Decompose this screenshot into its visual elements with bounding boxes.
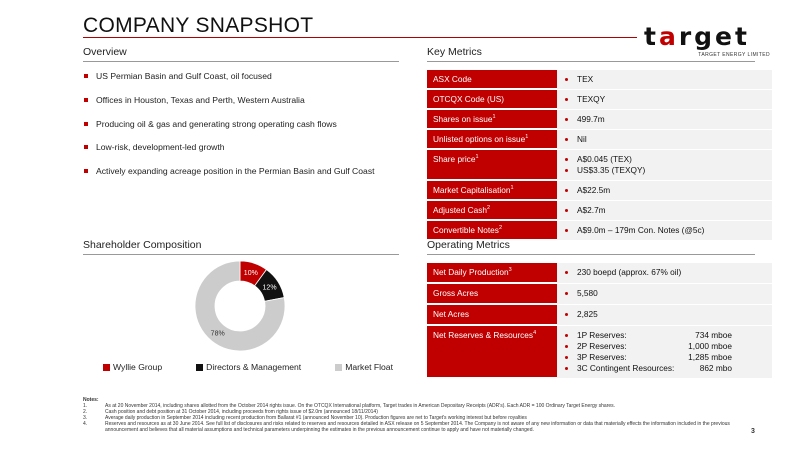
metric-value-cell: [557, 263, 772, 283]
metric-label: Unlisted options on issue: [433, 134, 526, 144]
metric-value-cell: [557, 221, 772, 240]
metric-label: Net Reserves & Resources: [433, 330, 534, 340]
metric-row: [427, 70, 772, 89]
metric-value: A$22.5m: [565, 185, 766, 196]
page-number: 3: [751, 428, 755, 435]
overview-bullet: US Permian Basin and Gulf Coast, oil focused: [84, 71, 404, 82]
metric-label: Adjusted Cash: [433, 205, 487, 215]
overview-bullet: Actively expanding acreage position in the Permian Basin and Gulf Coast: [84, 166, 404, 177]
reserve-label: 3C Contingent Resources:: [577, 363, 675, 373]
reserve-amount: 1,285 mboe: [688, 352, 732, 362]
key-metrics-table: [427, 69, 772, 241]
metric-value: US$3.35 (TEXQY): [565, 165, 766, 176]
metric-label-cell: [427, 90, 557, 109]
metric-value-cell: [557, 305, 772, 325]
metric-value-cell: [557, 284, 772, 304]
metric-label-cell: [427, 221, 557, 240]
legend-label: Market Float: [345, 362, 393, 372]
overview-bullet: Low-risk, development-led growth: [84, 142, 404, 153]
metric-value: TEXQY: [565, 94, 766, 105]
metric-value: Nil: [565, 134, 766, 145]
metric-row: [427, 201, 772, 220]
metric-label-cell: [427, 181, 557, 200]
legend-swatch: [335, 364, 342, 371]
metric-label-cell: [427, 130, 557, 149]
footnote-text: Cash position and debt position at 31 October 2014, including proceeds from rights issue of $2.0m (announced 18/11/2014): [105, 409, 378, 415]
operating-metrics-heading: Operating Metrics: [427, 239, 510, 251]
metric-value-cell: [557, 326, 772, 378]
footnote-text: Reserves and resources as at 30 June 2014. See full list of disclosures and risks related to reserves and resources detailed in ASX release on 5 September 2014. The Company is not aware of any new information or data that materially effects the information included in the previous announcement and believes that all material assumptions and technical parameters underpinning the estimates in the previous announcement continue to apply and have not materially changed.: [105, 421, 730, 433]
reserve-label: 3P Reserves:: [577, 352, 627, 362]
metric-label: Gross Acres: [433, 288, 479, 298]
metric-label-cell: [427, 305, 557, 325]
footnote-ref: 1: [492, 114, 496, 121]
legend-item: [196, 362, 301, 372]
metric-value-cell: [557, 110, 772, 129]
metric-label-cell: [427, 284, 557, 304]
metric-label-cell: [427, 263, 557, 283]
metric-value: [565, 352, 766, 363]
metric-row: [427, 150, 772, 180]
metric-value: 2,825: [565, 309, 766, 320]
footnote-ref: 1: [525, 134, 529, 141]
footnotes: [83, 397, 753, 433]
metric-value-cell: [557, 201, 772, 220]
reserve-amount: 734 mboe: [695, 330, 732, 340]
metric-label: ASX Code: [433, 74, 472, 84]
overview-heading: Overview: [83, 46, 127, 58]
footnote-ref: 3: [508, 267, 512, 274]
metric-row: [427, 130, 772, 149]
metric-row: [427, 221, 772, 240]
metric-value-cell: [557, 90, 772, 109]
metric-value: A$0.045 (TEX): [565, 154, 766, 165]
metric-label: Market Capitalisation: [433, 185, 511, 195]
footnote-number: 3.: [83, 415, 88, 421]
metric-label: Net Acres: [433, 309, 469, 319]
footnote-ref: 2: [486, 205, 491, 212]
reserve-label: 2P Reserves:: [577, 341, 627, 351]
donut-slice-label: 78%: [210, 330, 225, 338]
metric-value: TEX: [565, 74, 766, 85]
overview-bullet-list: [84, 71, 404, 190]
metric-value: 5,580: [565, 288, 766, 299]
metric-value-cell: [557, 150, 772, 180]
footnote-number: 4.: [83, 421, 88, 427]
metric-label-cell: [427, 70, 557, 89]
metric-value: 499.7m: [565, 114, 766, 125]
metric-row: [427, 90, 772, 109]
key-metrics-heading: Key Metrics: [427, 46, 482, 58]
footnote-number: 1.: [83, 403, 88, 409]
metric-value: 230 boepd (approx. 67% oil): [565, 267, 766, 278]
metric-value: [565, 363, 766, 374]
metric-value-cell: [557, 70, 772, 89]
footnote-number: 2.: [83, 409, 88, 415]
footnote-ref: 1: [475, 154, 479, 161]
reserve-label: 1P Reserves:: [577, 330, 627, 340]
metric-label-cell: [427, 201, 557, 220]
notes-heading: Notes:: [83, 397, 99, 403]
footnote-text: Average daily production in September 2014 including recent production from Ballarat #1 (announced November 10). Production figures are net to Target's working interest but before royalties: [105, 415, 527, 421]
shareholder-heading: Shareholder Composition: [83, 239, 202, 251]
footnote-ref: 2: [498, 225, 503, 232]
shareholder-divider: [83, 254, 399, 255]
footnote-text: As at 20 November 2014, including shares allotted from the October 2014 rights issue. On the OTCQX International platform, Target trades in American Depositary Receipts (ADR's). Each ADR = 100 Ordinary Target Energy shares.: [105, 403, 616, 409]
legend-label: Wyllie Group: [113, 362, 163, 372]
metric-label: Convertible Notes: [433, 225, 499, 235]
legend-swatch: [103, 364, 110, 371]
legend-item: [103, 362, 162, 372]
operating-metrics-table: [427, 262, 772, 379]
metric-value: A$9.0m – 179m Con. Notes (@5c): [565, 225, 766, 236]
logo-subtitle: TARGET ENERGY LIMITED: [698, 52, 770, 58]
key-metrics-divider: [427, 61, 755, 62]
metric-value-cell: [557, 181, 772, 200]
donut-slice-label: 12%: [262, 284, 277, 292]
metric-row: [427, 305, 772, 325]
metric-row: [427, 326, 772, 378]
footnote-ref: 4: [533, 330, 537, 337]
company-logo: [644, 24, 770, 64]
overview-divider: [83, 61, 399, 62]
reserve-amount: 1,000 mboe: [688, 341, 732, 351]
legend-swatch: [196, 364, 203, 371]
metric-value: [565, 341, 766, 352]
metric-label-cell: [427, 150, 557, 180]
overview-bullet: Offices in Houston, Texas and Perth, Western Australia: [84, 95, 404, 106]
donut-slice-label: 10%: [243, 270, 258, 278]
metric-value-cell: [557, 130, 772, 149]
chart-legend: [103, 362, 393, 372]
metric-row: [427, 263, 772, 283]
legend-item: [335, 362, 393, 372]
metric-label: OTCQX Code (US): [433, 94, 504, 104]
title-divider: [83, 37, 637, 38]
metric-row: [427, 181, 772, 200]
page-title: COMPANY SNAPSHOT: [83, 14, 314, 37]
metric-label: Shares on issue: [433, 114, 493, 124]
metric-label: Net Daily Production: [433, 267, 509, 277]
metric-row: [427, 284, 772, 304]
overview-bullet: Producing oil & gas and generating strong operating cash flows: [84, 119, 404, 130]
footnote-item: [83, 421, 753, 433]
reserve-amount: 862 mbo: [699, 363, 732, 373]
footnote-ref: 1: [510, 185, 514, 192]
metric-row: [427, 110, 772, 129]
metric-label-cell: [427, 110, 557, 129]
metric-label: Share price: [433, 154, 476, 164]
operating-metrics-divider: [427, 254, 755, 255]
legend-label: Directors & Management: [206, 362, 302, 372]
logo-wordmark: target: [644, 22, 750, 51]
metric-value: [565, 330, 766, 341]
metric-label-cell: [427, 326, 557, 378]
metric-value: A$2.7m: [565, 205, 766, 216]
shareholder-donut-chart: [180, 256, 300, 356]
